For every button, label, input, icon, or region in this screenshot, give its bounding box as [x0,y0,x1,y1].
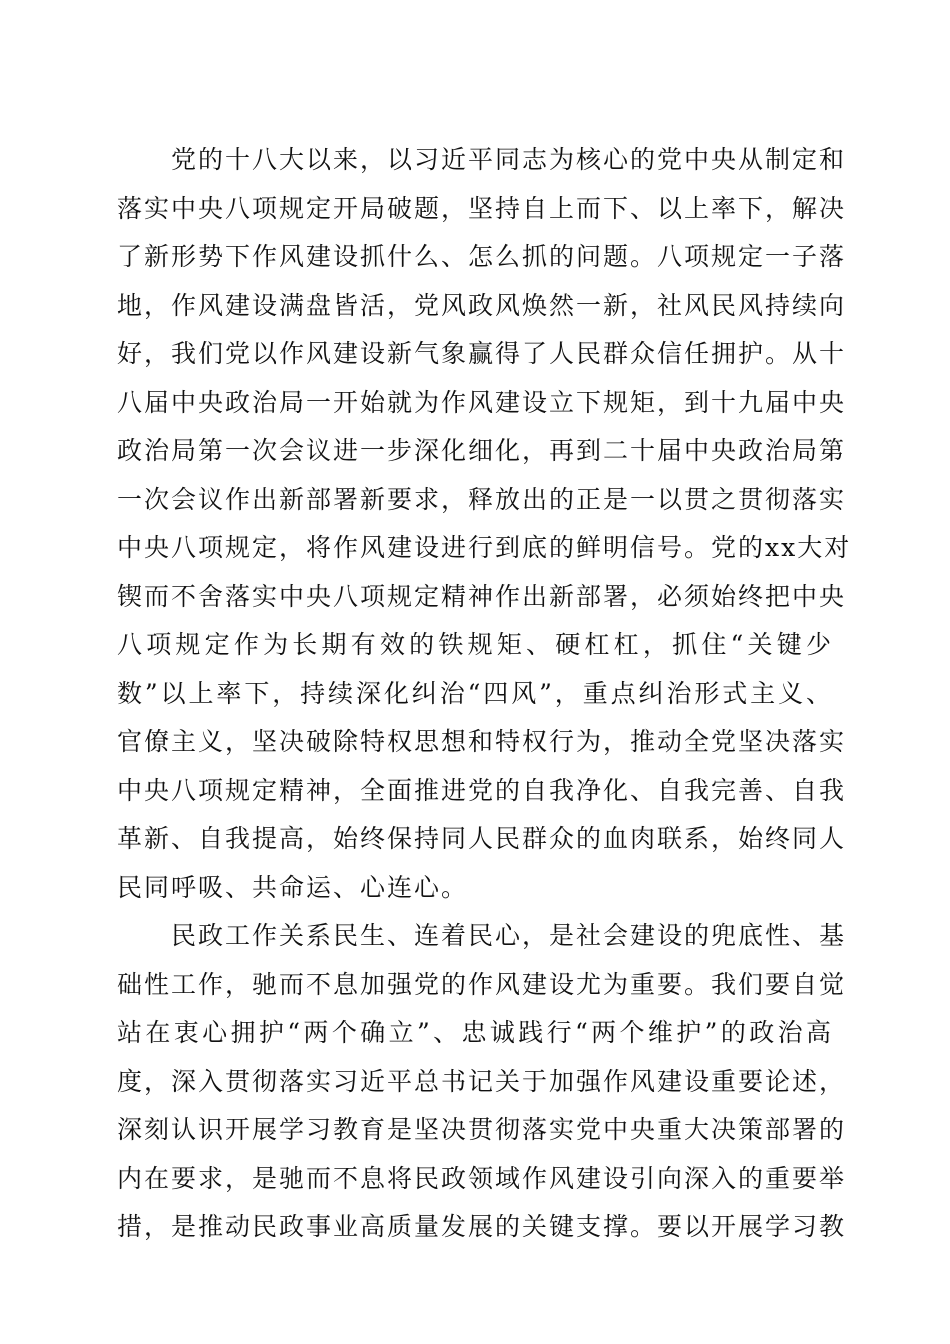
paragraph-2-line-3: 站在衷心拥护“两个确立”、忠诚践行“两个维护”的政治高 [117,1018,833,1047]
paragraph-1-line-4: 地，作风建设满盘皆活，党风政风焕然一新，社风民风持续向 [117,290,847,320]
paragraph-2-line-4: 度，深入贯彻落实习近平总书记关于加强作风建设重要论述， [117,1066,847,1096]
paragraph-2-line-5: 深刻认识开展学习教育是坚决贯彻落实党中央重大决策部署的 [117,1115,847,1144]
paragraph-1-line-7: 政治局第一次会议进一步深化细化，再到二十届中央政治局第 [117,436,847,465]
paragraph-1-line-3: 了新形势下作风建设抓什么、怎么抓的问题。八项规定一子落 [117,242,847,271]
paragraph-2-line-6: 内在要求，是驰而不息将民政领域作风建设引向深入的重要举 [117,1163,847,1193]
paragraph-1-line-12: 数”以上率下，持续深化纠治“四风”，重点纠治形式主义、 [117,678,833,708]
document-body [117,136,852,1252]
paragraph-2-line-1: 民政工作关系民生、连着民心，是社会建设的兜底性、基 [171,921,847,950]
paragraph-1-line-2: 落实中央八项规定开局破题，坚持自上而下、以上率下，解决 [117,193,847,223]
paragraph-1-line-8: 一次会议作出新部署新要求，释放出的正是一以贯之贯彻落实 [117,484,847,514]
paragraph-2-line-2: 础性工作，驰而不息加强党的作风建设尤为重要。我们要自觉 [117,969,847,999]
paragraph-2-line-7: 措，是推动民政事业高质量发展的关键支撑。要以开展学习教 [117,1212,847,1241]
paragraph-1-line-6: 八届中央政治局一开始就为作风建设立下规矩，到十九届中央 [117,387,847,417]
paragraph-1-line-11: 八项规定作为长期有效的铁规矩、硬杠杠，抓住“关键少 [117,630,833,659]
paragraph-1-line-13: 官僚主义，坚决破除特权思想和特权行为，推动全党坚决落实 [117,727,847,756]
paragraph-1-line-16: 民同呼吸、共命运、心连心。 [117,872,469,902]
paragraph-1-line-15: 革新、自我提高，始终保持同人民群众的血肉联系，始终同人 [117,824,847,853]
paragraph-1-line-9: 中央八项规定，将作风建设进行到底的鲜明信号。党的xx大对 [117,533,852,562]
paragraph-1-line-5: 好，我们党以作风建设新气象赢得了人民群众信任拥护。从十 [117,339,847,368]
paragraph-1-line-1: 党的十八大以来，以习近平同志为核心的党中央从制定和 [171,145,847,174]
paragraph-1-line-14: 中央八项规定精神，全面推进党的自我净化、自我完善、自我 [117,775,847,805]
paragraph-1-line-10: 锲而不舍落实中央八项规定精神作出新部署，必须始终把中央 [117,581,847,611]
